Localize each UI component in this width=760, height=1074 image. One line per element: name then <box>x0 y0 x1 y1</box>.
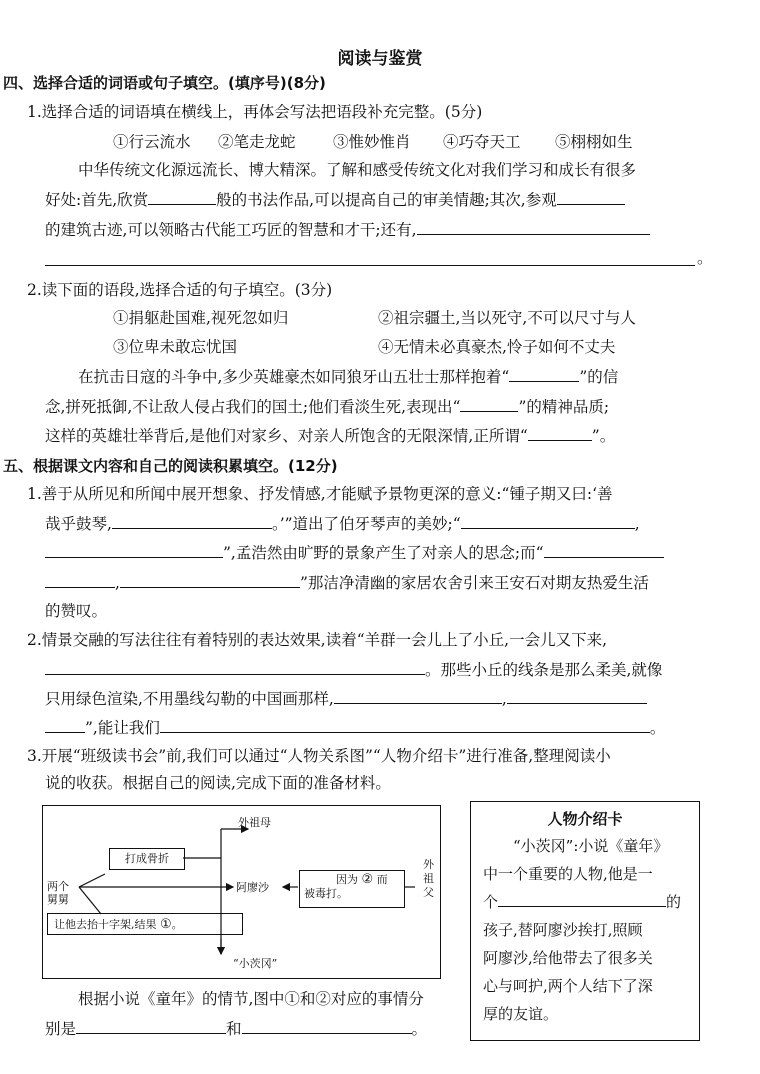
card-title: 人物介绍卡 <box>547 810 623 828</box>
text-run: ”那洁净清幽的家居农舍引来王安石对期友热爱生活 <box>299 574 649 592</box>
beaten-line1 <box>300 871 404 887</box>
q4-1-text <box>45 189 625 210</box>
q5-1-text <box>45 572 649 593</box>
text-run: ”的精神品质; <box>518 398 610 416</box>
q5-1-text: 1.善于从所见和所闻中展开想象、抒发情感,才能赋予景物更深的意义:“锺子期又曰:‘善 <box>27 485 613 503</box>
text-run: 哉乎鼓琴, <box>45 515 112 533</box>
card-line: “小茨冈”:小说《童年》 <box>513 837 669 855</box>
q4-2-prompt: 2.读下面的语段,选择合适的句子填空。(3分) <box>27 281 333 299</box>
q4-2-option: ④无情未必真豪杰,怜子如何不丈夫 <box>378 338 616 356</box>
answer-blank[interactable] <box>498 891 666 907</box>
q4-2-option: ①捐躯赴国难,视死忽如归 <box>113 309 289 327</box>
card-body <box>483 832 681 1028</box>
q5-1-text <box>45 542 664 563</box>
text-run: 个 <box>483 893 499 911</box>
text-run: ”。 <box>591 427 616 445</box>
q5-3-question: 根据小说《童年》的情节,图中①和②对应的事情分 <box>78 990 424 1008</box>
grandmother-label: 外祖母 <box>238 816 271 829</box>
answer-blank[interactable] <box>76 1018 226 1034</box>
marker-2: ② <box>361 872 374 887</box>
text-run: 。’”道出了伯牙琴声的美妙;“ <box>271 515 461 533</box>
q5-3-question <box>45 1018 427 1039</box>
q5-3-text: 说的收获。根据自己的阅读,完成下面的准备材料。 <box>45 774 391 792</box>
text-run: , <box>634 515 640 533</box>
answer-blank[interactable] <box>334 688 502 704</box>
marker-1: ① <box>160 917 172 932</box>
card-line: 孩子,替阿廖沙挨打,照顾 <box>483 921 643 939</box>
text-run: , <box>115 574 120 592</box>
text-run: ”,孟浩然由旷野的景象产生了对亲人的思念;而“ <box>223 544 544 562</box>
q4-1-text: 中华传统文化源远流长、博大精深。了解和感受传统文化对我们学习和成长有很多 <box>78 161 637 179</box>
beaten-box <box>299 870 405 908</box>
text-run: 的建筑古迹,可以领略古代能工巧匠的智慧和才干;还有, <box>45 221 417 239</box>
answer-blank[interactable] <box>45 542 223 558</box>
text-run: 。 <box>411 1020 428 1038</box>
q4-1-option: ①行云流水 <box>113 133 191 151</box>
answer-blank[interactable] <box>120 572 300 588</box>
q5-2-text <box>45 688 647 709</box>
answer-blank[interactable] <box>461 513 635 529</box>
q4-1-end: 。 <box>697 249 713 267</box>
text-run: ”,能让我们 <box>85 719 160 737</box>
answer-blank[interactable] <box>45 659 425 675</box>
answer-blank[interactable] <box>557 189 625 205</box>
text-run: 别是 <box>45 1020 77 1038</box>
text-run: ”的信 <box>579 368 619 386</box>
two-uncles-label: 两个舅舅 <box>47 880 69 906</box>
q5-2-text: 2.情景交融的写法往往有着特别的表达效果,读着“羊群一会儿上了小丘,一会儿又下来, <box>27 631 607 649</box>
card-line: 心与呵护,两个人结下了深 <box>483 977 653 995</box>
answer-line[interactable] <box>45 265 695 266</box>
card-line: 阿廖沙,给他带去了很多关 <box>483 949 653 967</box>
q4-2-option: ②祖宗疆土,当以死守,不可以尺寸与人 <box>378 309 636 327</box>
q5-3-text: 3.开展“班级读书会”前,我们可以通过“人物关系图”“人物介绍卡”进行准备,整理阅读小 <box>27 747 611 765</box>
answer-blank[interactable] <box>242 1018 412 1034</box>
q5-1-text: 的赞叹。 <box>45 602 108 620</box>
q5-2-text <box>45 717 665 738</box>
beaten-line2: 被毒打。 <box>304 887 348 900</box>
text-run: 因为 <box>336 873 358 886</box>
character-card <box>470 801 700 1041</box>
answer-blank[interactable] <box>544 542 664 558</box>
cross-box <box>47 913 243 935</box>
text-run: 这样的英雄壮举背后,是他们对家乡、对亲人所饱含的无限深情,正所谓“ <box>45 427 528 445</box>
q4-2-text <box>45 425 615 446</box>
grandfather-label: 外祖父 <box>423 858 434 899</box>
text-run: 好处:首先,欣赏 <box>45 191 149 209</box>
text-run: 让他去抬十字架,结果 <box>54 918 157 931</box>
alyosha-label: 阿廖沙 <box>236 881 269 894</box>
text-run: 。 <box>649 719 666 737</box>
q5-1-text <box>45 513 640 534</box>
text-run: 的 <box>666 893 682 911</box>
text-run: 。那些小丘的线条是那么柔美,就像 <box>425 661 663 679</box>
answer-blank[interactable] <box>507 688 647 704</box>
text-run: 念,拼死抵御,不让敌人侵占我们的国土;他们看淡生死,表现出“ <box>45 398 461 416</box>
q4-1-option: ③惟妙惟肖 <box>333 133 411 151</box>
text-run: 只用绿色渲染,不用墨线勾勒的中国画那样, <box>45 690 334 708</box>
q4-2-option: ③位卑未敢忘忧国 <box>113 338 238 356</box>
q4-2-text <box>78 366 618 387</box>
answer-blank[interactable] <box>45 717 85 733</box>
card-line: 中一个重要的人物,他是一 <box>483 865 653 883</box>
answer-blank[interactable] <box>460 396 518 412</box>
answer-blank[interactable] <box>528 425 592 441</box>
answer-blank[interactable] <box>417 219 650 235</box>
answer-blank[interactable] <box>160 717 650 733</box>
xiao-gypsy-label: “小茨冈” <box>233 957 278 970</box>
q4-1-option: ④巧夺天工 <box>443 133 521 151</box>
section-4-heading: 四、选择合适的词语或句子填空。(填序号)(8分) <box>3 74 326 92</box>
card-line: 厚的友谊。 <box>483 1005 559 1023</box>
text-run: , <box>501 690 507 708</box>
answer-blank[interactable] <box>509 366 579 382</box>
q4-1-prompt: 1.选择合适的词语填在横线上，再体会写法把语段补充完整。(5分) <box>27 103 483 121</box>
text-run: 在抗击日寇的斗争中,多少英雄豪杰如同狼牙山五壮士那样抱着“ <box>78 368 510 386</box>
answer-blank[interactable] <box>148 189 216 205</box>
q4-1-option: ②笔走龙蛇 <box>218 133 296 151</box>
text-run: 而 <box>376 873 388 886</box>
text-run: 般的书法作品,可以提高自己的审美情趣;其次,参观 <box>216 191 557 209</box>
answer-blank[interactable] <box>112 513 272 529</box>
broken-bones-box: 打成骨折 <box>109 848 185 870</box>
section-5-heading: 五、根据课文内容和自己的阅读积累填空。(12分) <box>3 457 338 475</box>
card-line <box>483 888 681 916</box>
q4-1-option: ⑤栩栩如生 <box>555 133 633 151</box>
text-run: 和 <box>226 1020 242 1038</box>
q4-2-text <box>45 396 609 417</box>
page-title: 阅读与鉴赏 <box>337 49 423 69</box>
text-run: 。 <box>171 918 183 931</box>
relationship-diagram <box>42 805 441 979</box>
answer-blank[interactable] <box>45 572 115 588</box>
q5-2-text <box>45 659 662 680</box>
q4-1-text <box>45 219 650 240</box>
